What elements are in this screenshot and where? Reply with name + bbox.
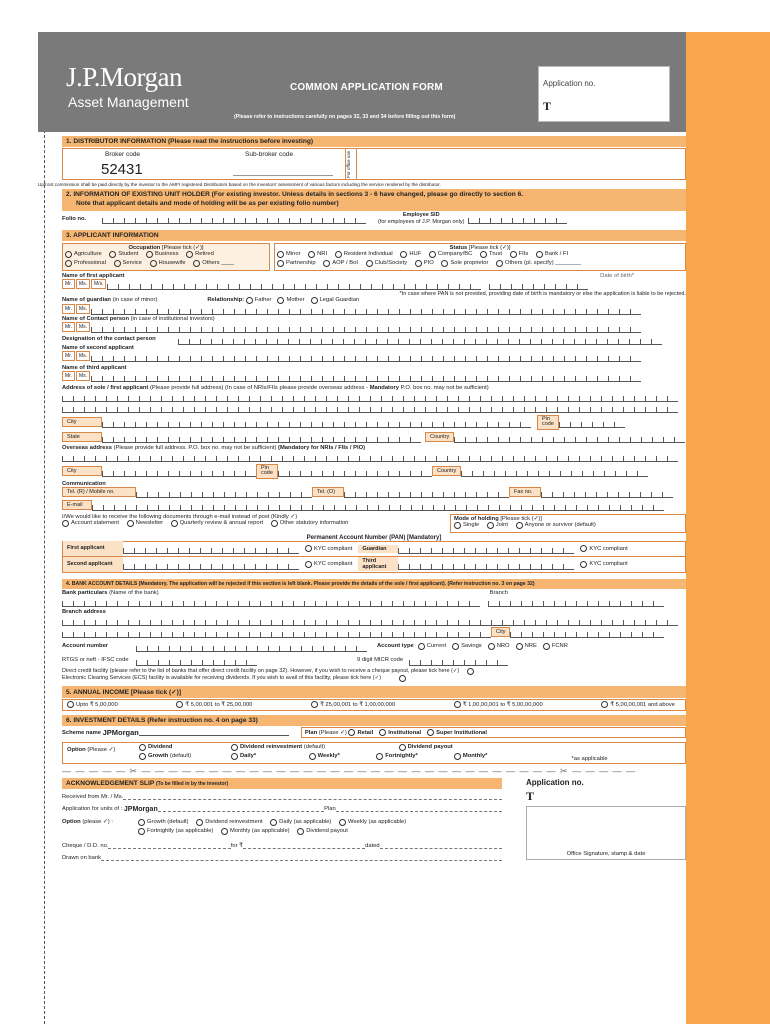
communication-label: Communication [62,480,106,487]
overseas-mandatory: (Mandatory for NRIs / FIIs / PIO) [278,444,366,451]
direct-credit-note: Direct credit facility (please refer to the list of banks that offer direct credit facility on page 32). However, if you wish to receive a cheque payout, please tick here (✓) [62,668,460,675]
status-pio[interactable]: PIO [415,260,434,267]
scheme-value[interactable]: JPMorgan [102,728,139,738]
pin-cells[interactable] [559,417,625,428]
kyc-third[interactable]: KYC compliant [580,561,627,568]
status-partnership[interactable]: Partnership [277,260,316,267]
acct-savings[interactable]: Savings [452,643,482,650]
holding-joint[interactable]: Joint [487,522,508,529]
account-number-cells[interactable] [136,641,367,652]
commission-note: Upfront commission shall be paid directly by the investor to the AMFI registered Distributors based on the investors' assessment of various factors including the service rendered by the distributor. [38,182,441,187]
status-nri[interactable]: NRI [308,251,327,258]
doc-newsletter[interactable]: Newsletter [127,520,163,527]
bank-name-cells[interactable] [62,596,480,607]
app-no-value: T [543,99,552,113]
contact-prefix-mr[interactable]: Mr. [62,322,75,332]
form-title: COMMON APPLICATION FORM [290,82,443,93]
office-use-label: For office use [345,149,357,179]
occ-others[interactable]: Others ____ [193,260,234,267]
income-3[interactable]: ₹ 25,00,001 to ₹ 1,00,00,000 [311,701,395,708]
status-minor[interactable]: Minor [277,251,301,258]
pan-table [62,541,686,573]
pan-third-label: Third applicant [358,557,398,571]
tel-r-label: Tel. (R) / Mobile no. [62,487,136,497]
ack-cheque-row [62,843,502,849]
holding-box [450,514,686,533]
ack-signature-box[interactable] [526,806,686,860]
ack-units-label: Application for units of : [62,806,123,813]
fax-label: Fax no. [509,487,541,497]
bank-city-label: City [491,627,510,637]
ack-plan-label: Plan [324,806,336,813]
income-2[interactable]: ₹ 5,00,001 to ₹ 25,00,000 [176,701,252,708]
status-company[interactable]: Company/BC [429,251,472,258]
ack-plan-line[interactable] [336,806,502,812]
s2-title: 2. INFORMATION OF EXISTING UNIT HOLDER (For existing investor. Unless details in sections 3 - 6 have changed, please go directly to section 6. [66,191,524,198]
overseas-city-row [62,464,686,479]
designation-cells[interactable] [178,334,662,345]
doc-statutory-info[interactable]: Other statutory information [271,520,349,527]
overseas-city-cells[interactable] [102,466,256,477]
ack-cheque-line[interactable] [108,843,230,849]
folio-cells[interactable] [102,213,366,224]
plan-label: Plan [304,729,318,736]
section-3-header: 3. APPLICANT INFORMATION [62,230,686,241]
tel-o-label: Tel. (O) [312,487,344,497]
ack-option-note: (please ✓) : [82,818,113,825]
address-cells-2[interactable] [62,402,678,413]
contact-note: (in case of institutional investors) [130,315,215,322]
email-cells[interactable] [92,500,664,511]
contact-cells[interactable] [91,322,641,333]
status-others[interactable]: Others (pl. specify) ________ [496,260,581,267]
ack-received-row [62,794,502,800]
country-label: Country [425,432,454,442]
pan-guardian-cells[interactable] [398,543,574,554]
status-trust[interactable]: Trust [480,251,502,258]
ack-title: ACKNOWLEDGEMENT SLIP [66,779,155,787]
folio-label: Folio no. [62,215,87,222]
relationship-label: Relationship: [207,297,245,304]
address-note-2: P.O. box no. may not be sufficient) [400,384,489,391]
ack-opt-daily[interactable]: Daily (as applicable) [270,819,331,826]
ack-date-line[interactable] [380,843,502,849]
overseas-city-label: City [62,466,102,476]
designation-row [62,334,686,345]
ack-units-line[interactable] [158,806,324,812]
state-label: State [62,432,102,442]
rel-father[interactable]: Father [246,297,272,304]
s2-note: Note that applicant details and mode of holding will be as per existing folio number) [76,199,339,207]
ack-app-no-value: T [526,788,535,803]
ack-left [62,778,502,861]
guardian-row [62,304,686,315]
branch-address-cells-1[interactable] [62,615,678,626]
kyc-second[interactable]: KYC compliant [305,561,352,568]
occ-housewife[interactable]: Housewife [150,260,186,267]
email-row [62,500,686,511]
ack-header [62,778,502,789]
occupation-status-block [62,243,686,271]
tear-separator: — — — — — ✂ — — — — — — — — — — — — — — — — — — — — — — — — — — — — — — — ✂ — — — — — [62,765,637,776]
option-label: Option [67,746,86,753]
doc-account-statement[interactable]: Account statement [62,520,119,527]
email-label: E-mail [62,500,92,510]
holding-label: Mode of holding [454,515,499,522]
kyc-first[interactable]: KYC compliant [305,545,352,552]
status-aop[interactable]: AOP / BoI [323,260,358,267]
occ-business[interactable]: Business [146,251,179,258]
second-prefix-mr[interactable]: Mr. [62,351,75,361]
pan-third-cells[interactable] [398,559,574,570]
prefix-ms[interactable]: Ms. [76,279,90,289]
branch-address-cells-2[interactable] [62,627,491,638]
option-note: (Please ✓) [87,746,116,753]
account-number-label: Account number [62,643,109,650]
section-2-header [62,189,686,211]
overseas-cells-1[interactable] [62,451,678,462]
direct-credit-row [62,668,686,675]
plan-retail[interactable]: Retail [348,729,373,736]
overseas-country-cells[interactable] [461,466,648,477]
fax-cells[interactable] [541,487,673,498]
margin-bar [686,32,770,1024]
branch-address-row-2 [62,627,686,638]
bank-particulars-label: Bank particulars [62,589,108,596]
designation-label: Designation of the contact person [62,336,156,343]
branch-label: Branch [489,589,508,596]
sub-broker-label: Sub-broker code [245,151,294,158]
status-box [274,243,686,271]
status-club[interactable]: Club/Society [366,260,408,267]
second-applicant-label: Name of second applicant [62,344,134,351]
rel-mother[interactable]: Mother [277,297,304,304]
bank-particulars-note: (Name of the bank) [109,589,159,596]
guardian-note: (in case of minor) [112,297,158,304]
second-prefix-ms[interactable]: Ms. [76,351,90,361]
pan-second-cells[interactable] [123,559,299,570]
ack-amount-line[interactable] [243,843,365,849]
ack-note: (To be filled in by the investor) [156,780,229,787]
tel-r-cells[interactable] [136,487,312,498]
acct-nro[interactable]: NRO [488,643,510,650]
pan-second-label: Second applicant [63,557,123,572]
state-row [62,432,686,443]
third-applicant-row [62,371,686,382]
broker-code-label: Broker code [105,151,141,158]
guardian-prefix-ms[interactable]: Ms. [76,304,90,314]
ack-option-label: Option [62,818,81,825]
doc-quarterly-review[interactable]: Quarterly review & annual report [171,520,263,527]
pan-guardian-label: Guardian [358,545,398,553]
tel-o-cells[interactable] [344,487,509,498]
ack-block [62,778,686,861]
cheque-payout-check[interactable] [467,668,476,675]
plan-super-institutional[interactable]: Super Institutional [427,729,487,736]
ack-opt-payout[interactable]: Dividend payout [297,828,348,835]
kyc-guardian[interactable]: KYC compliant [580,545,627,552]
plan-institutional[interactable]: Institutional [379,729,421,736]
acct-nre[interactable]: NRE [516,643,537,650]
ack-opt-reinvest[interactable]: Dividend reinvestment [196,819,262,826]
account-type-label: Account type [377,643,414,650]
section-5-header: 5. ANNUAL INCOME [Please tick (✓)] [62,686,686,698]
guardian-label: Name of guardian [62,297,111,304]
pan-row-2 [63,557,685,572]
income-5[interactable]: ₹ 5,00,00,001 and above [601,701,675,708]
folio-row [62,211,686,227]
ifsc-cells[interactable] [136,655,257,666]
income-1[interactable]: Upto ₹ 5,00,000 [67,701,118,708]
freq-fortnightly[interactable]: Fortnightly* [376,753,446,760]
branch-address-label: Branch address [62,608,106,615]
contact-row [62,322,686,333]
ack-for-label: for ₹ [230,842,243,849]
overseas-pin-cells[interactable] [278,466,432,477]
ack-dated-label: dated [365,842,380,849]
first-applicant-label: Name of first applicant [62,272,125,279]
guardian-prefix-mr[interactable]: Mr. [62,304,75,314]
ack-opt-fortnightly[interactable]: Fortnightly (as applicable) [138,828,213,835]
pan-row-1 [63,542,685,557]
occupation-box [62,243,270,271]
prefix-mr[interactable]: Mr. [62,279,75,289]
prefix-ms-company[interactable]: M/s. [91,279,106,289]
third-prefix-mr[interactable]: Mr. [62,371,75,381]
app-no-label: Application no. [543,79,596,88]
overseas-label: Overseas address [62,444,112,451]
docs-note: I/We would like to receive the following documents through e-mail instead of post (Kindly ✓) [62,513,298,520]
s1-note: (Please read the instructions before investing) [167,138,314,145]
micr-cells[interactable] [409,655,508,666]
section-1-header [62,136,686,147]
occ-professional[interactable]: Professional [65,260,106,267]
s4-title: 4. BANK ACCOUNT DETAILS [66,580,138,587]
docs-block [62,514,450,533]
status-label: Status [449,244,468,251]
state-cells[interactable] [102,432,421,443]
freq-applicable-note: *as applicable [571,755,608,762]
occupation-label: Occupation [128,244,161,251]
overseas-note: (Please provide full address. P.O. box no. may not be sufficient) [113,444,277,451]
brand-subtitle: Asset Management [68,94,189,110]
brand-logo: J.P.Morgan [66,62,183,92]
scheme-label: Scheme name [62,729,101,736]
ecs-note: Electronic Clearing Services (ECS) facility is available for receiving dividends. If you wish to avail of this facility, please tick here (✓) [62,675,382,682]
option-box [62,742,686,764]
distributor-box [62,148,686,180]
ack-received-line[interactable] [123,794,502,800]
overseas-line-1 [62,451,686,462]
address-cells-1[interactable] [62,391,678,402]
city-label: City [62,417,102,427]
account-number-row [62,641,686,652]
city-row [62,415,686,430]
ack-drawn-row [62,855,502,861]
occupation-note: [Please tick (✓)] [161,244,204,251]
contact-prefix-ms[interactable]: Ms. [76,322,90,332]
third-prefix-ms[interactable]: Ms. [76,371,90,381]
ack-right [526,778,686,861]
section-4-header [62,579,686,589]
third-applicant-label: Name of third applicant [62,364,127,371]
branch-address-row-1 [62,615,686,626]
ifsc-label: RTGS or neft - IFSC code [62,657,129,664]
branch-cells[interactable] [488,596,664,607]
ack-received-label: Received from Mr. / Ms. [62,793,124,800]
ack-drawn-line[interactable] [101,855,502,861]
address-label: Address of sole / first applicant [62,384,149,391]
second-applicant-cells[interactable] [91,351,641,362]
second-applicant-row [62,351,686,362]
pan-header: Permanent Account Number (PAN) [Mandatory] [306,534,442,541]
occ-agriculture[interactable]: Agriculture [65,251,102,258]
ifsc-row [62,655,686,666]
bank-city-cells[interactable] [510,627,664,638]
address-line-2 [62,402,686,413]
dob-cells[interactable] [489,279,588,290]
s4-note: (Mandatory. The application will be rejected if this section is left blank. Please provide the details of the sole / first applicant). (Refer instruction no. 3 on page 32) [138,580,535,587]
broker-code-value[interactable]: 52431 [101,161,143,178]
opt-dividend[interactable]: Dividend [139,744,172,751]
employee-sid-label: Employee SID (for employees of J.P. Morgan only) [378,212,465,225]
opt-dividend-payout[interactable]: Dividend payout [399,744,453,751]
cut-line [44,40,45,1024]
city-cells[interactable] [102,417,531,428]
holding-anyone-survivor[interactable]: Anyone or survivor (default) [516,522,596,529]
pan-dob-note: *In case where PAN is not provided, providing date of birth is mandatory or else the application is liable to be rejected. [399,290,686,297]
plan-box [301,727,686,738]
occ-service[interactable]: Service [114,260,142,267]
sub-broker-input[interactable] [233,160,333,176]
address-mandatory: Mandatory [369,384,400,391]
freq-monthly[interactable]: Monthly* [454,753,564,760]
form-page [38,32,686,1024]
dob-label: Date of birth* [600,272,634,279]
first-applicant-cells[interactable] [107,279,481,290]
section-6-header: 6. INVESTMENT DETAILS (Refer instruction no. 4 on page 33) [62,715,686,726]
acct-current[interactable]: Current [418,643,446,650]
address-note: (Please provide full address) (In case of NRIs/FIIs please provide overseas address - [149,384,369,391]
ack-units-value: JPMorgan [123,805,158,813]
s1-title: 1. DISTRIBUTOR INFORMATION [66,138,167,145]
ack-drawn-label: Drawn on bank [62,854,101,861]
application-number-box[interactable] [538,66,670,122]
occ-retired[interactable]: Retired [186,251,214,258]
ack-units-row [62,806,502,813]
freq-weekly[interactable]: Weekly* [309,753,369,760]
acct-fcnr[interactable]: FCNR [543,643,568,650]
status-resident[interactable]: Resident Individual [335,251,393,258]
holding-single[interactable]: Single [454,522,479,529]
ack-signature-label: Office Signature, stamp & date [566,850,646,857]
income-4[interactable]: ₹ 1,00,00,001 to ₹ 5,00,00,000 [454,701,543,708]
occ-student[interactable]: Student [109,251,138,258]
opt-growth[interactable]: Growth (default) [139,753,191,760]
status-sole-proprietor[interactable]: Sole proprietor [441,260,488,267]
pan-first-label: First applicant [63,541,123,556]
docs-holding-block [62,514,686,533]
overseas-pin-label: Pin code [256,464,278,479]
status-note: [Please tick (✓)] [468,244,511,251]
plan-note: (Please ✓) [318,729,347,736]
income-row [62,699,686,711]
ecs-check[interactable] [399,675,408,682]
first-applicant-row [62,279,686,290]
ack-opt-growth[interactable]: Growth (default) [138,819,189,826]
rel-legal-guardian[interactable]: Legal Guardian [311,297,360,304]
contact-label: Name of Contact person [62,315,129,322]
pin-label: Pin code [537,415,559,430]
overseas-country-label: Country [432,466,461,476]
pan-first-cells[interactable] [123,543,299,554]
holding-note: [Please tick (✓)] [500,515,542,522]
guardian-cells[interactable] [91,304,641,315]
guardian-label-row [62,297,686,304]
scheme-line[interactable] [139,730,289,736]
form-header [38,32,686,132]
employee-sid-cells[interactable] [468,213,567,224]
opt-dividend-reinvest[interactable]: Dividend reinvestment (default) [231,744,391,751]
micr-label: 9 digit MICR code [357,657,404,664]
status-huf[interactable]: HUF [400,251,421,258]
ack-app-no-label: Application no. [526,777,584,787]
freq-daily[interactable]: Daily* [231,753,301,760]
tel-row [62,487,686,498]
address-line-1 [62,391,686,402]
form-note: (Please refer to instructions carefully on pages 32, 33 and 34 before filling out this form) [234,114,456,120]
ack-opt-weekly[interactable]: Weekly (as applicable) [339,819,406,826]
bank-row [62,596,686,607]
ack-opt-monthly[interactable]: Monthly (as applicable) [221,828,290,835]
scheme-row [62,727,686,739]
ecs-row [62,675,686,682]
third-applicant-cells[interactable] [91,371,641,382]
ack-cheque-label: Cheque / D.D. no. [62,842,109,849]
status-bank[interactable]: Bank / FI [536,251,568,258]
country-cells[interactable] [454,432,685,443]
status-fiis[interactable]: FIIs [510,251,529,258]
ack-option-row [62,819,502,837]
